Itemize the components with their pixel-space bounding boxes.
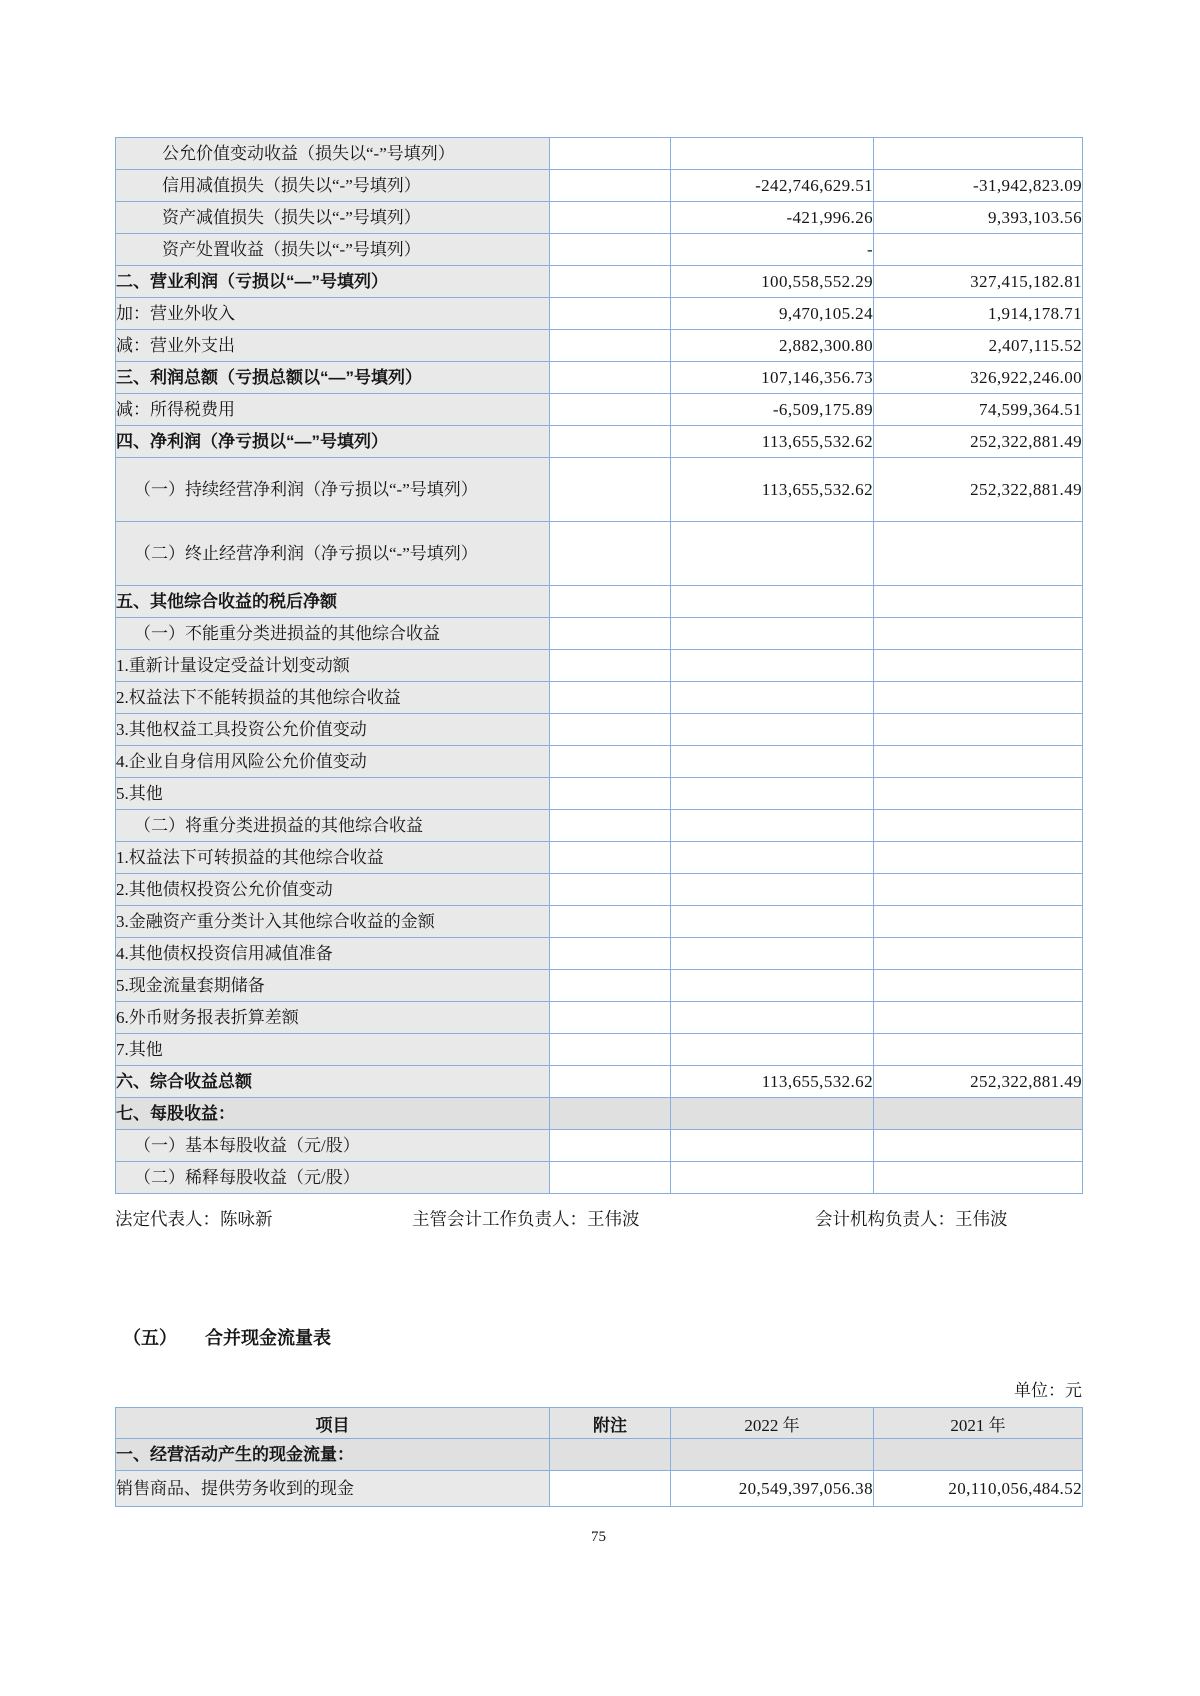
value-2022-cell [671, 746, 874, 778]
row-label-cell: 2.其他债权投资公允价值变动 [116, 874, 550, 906]
value-2022-cell: 100,558,552.29 [671, 266, 874, 298]
value-2022-cell [671, 682, 874, 714]
value-2022-cell: 113,655,532.62 [671, 1066, 874, 1098]
value-2022-cell [671, 1034, 874, 1066]
note-cell [550, 138, 671, 170]
row-label-cell: 资产减值损失（损失以“-”号填列） [116, 202, 550, 234]
value-2021-cell [874, 842, 1083, 874]
legal-representative: 法定代表人：陈咏新 [115, 1209, 273, 1229]
value-2021-cell [874, 234, 1083, 266]
table-row [116, 682, 1083, 714]
value-2022-cell [671, 138, 874, 170]
note-cell [550, 234, 671, 266]
value-2021-cell: 252,322,881.49 [874, 1066, 1083, 1098]
value-2022-cell [671, 1162, 874, 1194]
row-label-cell: 3.金融资产重分类计入其他综合收益的金额 [116, 906, 550, 938]
value-2022-cell: -6,509,175.89 [671, 394, 874, 426]
row-label-cell: 七、每股收益： [116, 1098, 550, 1130]
value-2021-cell: 1,914,178.71 [874, 298, 1083, 330]
value-2022-cell [671, 842, 874, 874]
note-cell [550, 458, 671, 522]
row-label-cell: 二、营业利润（亏损以“—”号填列） [116, 266, 550, 298]
value-2022-cell: 113,655,532.62 [671, 426, 874, 458]
note-cell [550, 1471, 671, 1507]
row-label-cell: 销售商品、提供劳务收到的现金 [116, 1471, 550, 1507]
row-label-cell: （二）稀释每股收益（元/股） [116, 1162, 550, 1194]
note-cell [550, 426, 671, 458]
row-label-cell: 减：营业外支出 [116, 330, 550, 362]
value-2021-cell [874, 618, 1083, 650]
value-2022-cell: - [671, 234, 874, 266]
note-cell [550, 522, 671, 586]
value-2021-cell [874, 746, 1083, 778]
table-row [116, 362, 1083, 394]
table-row [116, 266, 1083, 298]
value-2022-cell: -242,746,629.51 [671, 170, 874, 202]
value-2022-cell [671, 970, 874, 1002]
value-2021-cell: -31,942,823.09 [874, 170, 1083, 202]
row-label-cell: 加：营业外收入 [116, 298, 550, 330]
table-row [116, 1130, 1083, 1162]
note-cell [550, 266, 671, 298]
table-row [116, 1002, 1083, 1034]
value-2021-cell: 74,599,364.51 [874, 394, 1083, 426]
note-cell [550, 1002, 671, 1034]
unit-note: 单位：元 [1014, 1381, 1082, 1400]
value-2022-cell: 2,882,300.80 [671, 330, 874, 362]
table-row [116, 618, 1083, 650]
row-label-cell: 2.权益法下不能转损益的其他综合收益 [116, 682, 550, 714]
table-row [116, 1098, 1083, 1130]
table-row [116, 842, 1083, 874]
table-row [116, 874, 1083, 906]
table-row [116, 298, 1083, 330]
note-cell [550, 330, 671, 362]
value-2021-cell [874, 874, 1083, 906]
table-row [116, 394, 1083, 426]
note-cell [550, 618, 671, 650]
table-row [116, 170, 1083, 202]
row-label-cell: 五、其他综合收益的税后净额 [116, 586, 550, 618]
value-2021-cell [874, 138, 1083, 170]
value-2021-cell: 9,393,103.56 [874, 202, 1083, 234]
value-2022-cell [671, 586, 874, 618]
table-row [116, 234, 1083, 266]
row-label-cell: 5.其他 [116, 778, 550, 810]
table-row [116, 746, 1083, 778]
row-label-cell: 3.其他权益工具投资公允价值变动 [116, 714, 550, 746]
row-label-cell: 4.其他债权投资信用减值准备 [116, 938, 550, 970]
value-2021-cell [874, 682, 1083, 714]
value-2022-cell [671, 778, 874, 810]
note-cell [550, 202, 671, 234]
value-2022-cell [671, 714, 874, 746]
note-cell [550, 1034, 671, 1066]
row-label-cell: 7.其他 [116, 1034, 550, 1066]
signature-line [115, 1206, 1082, 1232]
row-label-cell: 1.权益法下可转损益的其他综合收益 [116, 842, 550, 874]
table-row [116, 330, 1083, 362]
value-2022-cell: 113,655,532.62 [671, 458, 874, 522]
row-label-cell: 三、利润总额（亏损总额以“—”号填列） [116, 362, 550, 394]
note-cell [550, 746, 671, 778]
note-cell [550, 874, 671, 906]
page-number: 75 [591, 1529, 606, 1545]
header-note: 附注 [550, 1408, 671, 1439]
value-2021-cell [874, 1162, 1083, 1194]
note-cell [550, 394, 671, 426]
section-title [115, 1324, 1082, 1350]
cashflow-header-row [116, 1408, 1083, 1439]
page-content [115, 137, 1082, 1546]
row-label-cell: （一）持续经营净利润（净亏损以“-”号填列） [116, 458, 550, 522]
value-2021-cell [874, 1098, 1083, 1130]
note-cell [550, 298, 671, 330]
value-2021-cell [874, 1034, 1083, 1066]
table-row [116, 522, 1083, 586]
row-label-cell: （二）将重分类进损益的其他综合收益 [116, 810, 550, 842]
row-label-cell: 公允价值变动收益（损失以“-”号填列） [116, 138, 550, 170]
note-cell [550, 362, 671, 394]
table-row [116, 938, 1083, 970]
accounting-dept-head: 会计机构负责人：王伟波 [815, 1209, 1008, 1229]
income-statement-table [115, 137, 1083, 1194]
note-cell [550, 970, 671, 1002]
row-label-cell: 减：所得税费用 [116, 394, 550, 426]
chief-accounting-officer: 主管会计工作负责人：王伟波 [412, 1209, 640, 1229]
row-label-cell: 一、经营活动产生的现金流量： [116, 1439, 550, 1471]
value-2022-cell: 107,146,356.73 [671, 362, 874, 394]
value-2021-cell [874, 1439, 1083, 1471]
table-row [116, 1471, 1083, 1507]
value-2021-cell [874, 1130, 1083, 1162]
header-item: 项目 [116, 1408, 550, 1439]
value-2022-cell [671, 1002, 874, 1034]
note-cell [550, 1162, 671, 1194]
value-2021-cell: 20,110,056,484.52 [874, 1471, 1083, 1507]
value-2022-cell [671, 874, 874, 906]
value-2022-cell [671, 938, 874, 970]
table-row [116, 1162, 1083, 1194]
note-cell [550, 1130, 671, 1162]
table-row [116, 1066, 1083, 1098]
note-cell [550, 1066, 671, 1098]
row-label-cell: 6.外币财务报表折算差额 [116, 1002, 550, 1034]
value-2021-cell [874, 650, 1083, 682]
table-row [116, 138, 1083, 170]
value-2022-cell [671, 1098, 874, 1130]
table-row [116, 586, 1083, 618]
row-label-cell: 5.现金流量套期储备 [116, 970, 550, 1002]
note-cell [550, 682, 671, 714]
value-2022-cell [671, 522, 874, 586]
note-cell [550, 906, 671, 938]
note-cell [550, 1439, 671, 1471]
table-row [116, 810, 1083, 842]
note-cell [550, 586, 671, 618]
row-label-cell: 1.重新计量设定受益计划变动额 [116, 650, 550, 682]
header-2022: 2022 年 [671, 1408, 874, 1439]
table-row [116, 778, 1083, 810]
value-2022-cell: -421,996.26 [671, 202, 874, 234]
value-2021-cell [874, 906, 1083, 938]
value-2021-cell [874, 810, 1083, 842]
row-label-cell: 资产处置收益（损失以“-”号填列） [116, 234, 550, 266]
table-row [116, 714, 1083, 746]
note-cell [550, 170, 671, 202]
section-name: 合并现金流量表 [205, 1328, 331, 1348]
value-2021-cell [874, 938, 1083, 970]
cashflow-statement-table [115, 1407, 1083, 1507]
table-row [116, 202, 1083, 234]
row-label-cell: （二）终止经营净利润（净亏损以“-”号填列） [116, 522, 550, 586]
value-2022-cell [671, 618, 874, 650]
value-2022-cell [671, 906, 874, 938]
value-2021-cell [874, 586, 1083, 618]
value-2021-cell: 252,322,881.49 [874, 426, 1083, 458]
table-row [116, 426, 1083, 458]
value-2021-cell [874, 1002, 1083, 1034]
value-2022-cell [671, 650, 874, 682]
table-row [116, 970, 1083, 1002]
note-cell [550, 650, 671, 682]
value-2022-cell: 20,549,397,056.38 [671, 1471, 874, 1507]
table-row [116, 458, 1083, 522]
value-2021-cell [874, 778, 1083, 810]
row-label-cell: 六、综合收益总额 [116, 1066, 550, 1098]
row-label-cell: （一）基本每股收益（元/股） [116, 1130, 550, 1162]
value-2021-cell: 326,922,246.00 [874, 362, 1083, 394]
row-label-cell: 四、净利润（净亏损以“—”号填列） [116, 426, 550, 458]
value-2022-cell [671, 810, 874, 842]
value-2021-cell: 2,407,115.52 [874, 330, 1083, 362]
note-cell [550, 938, 671, 970]
value-2021-cell [874, 522, 1083, 586]
section-index: （五） [123, 1328, 177, 1348]
row-label-cell: （一）不能重分类进损益的其他综合收益 [116, 618, 550, 650]
value-2022-cell [671, 1130, 874, 1162]
note-cell [550, 810, 671, 842]
table-row [116, 1439, 1083, 1471]
note-cell [550, 714, 671, 746]
note-cell [550, 778, 671, 810]
value-2021-cell: 327,415,182.81 [874, 266, 1083, 298]
table-row [116, 906, 1083, 938]
row-label-cell: 4.企业自身信用风险公允价值变动 [116, 746, 550, 778]
note-cell [550, 842, 671, 874]
value-2021-cell [874, 714, 1083, 746]
table-row [116, 650, 1083, 682]
value-2022-cell [671, 1439, 874, 1471]
value-2021-cell [874, 970, 1083, 1002]
note-cell [550, 1098, 671, 1130]
header-2021: 2021 年 [874, 1408, 1083, 1439]
row-label-cell: 信用减值损失（损失以“-”号填列） [116, 170, 550, 202]
table-row [116, 1034, 1083, 1066]
value-2021-cell: 252,322,881.49 [874, 458, 1083, 522]
value-2022-cell: 9,470,105.24 [671, 298, 874, 330]
